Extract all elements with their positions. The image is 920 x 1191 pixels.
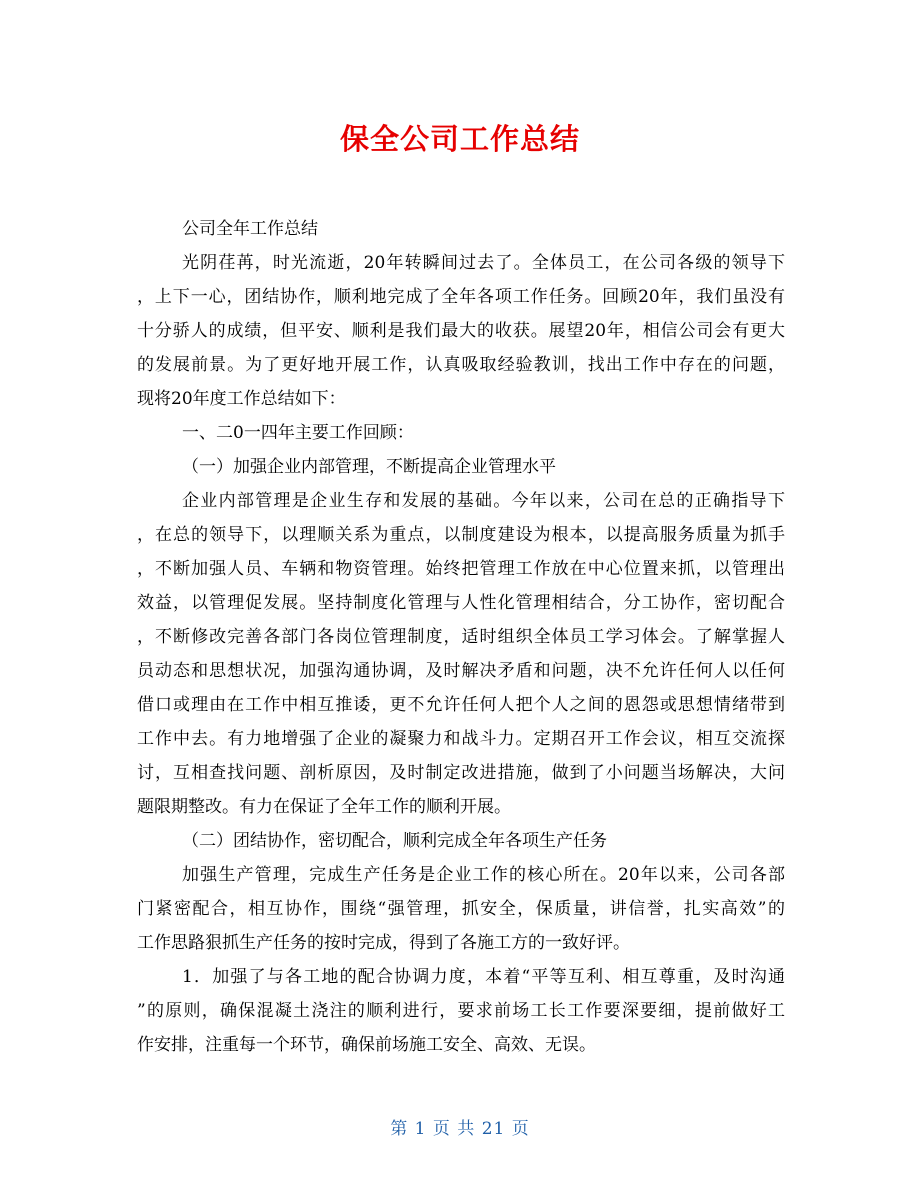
paragraph (137, 212, 785, 246)
paragraph-line: 员动态和思想状况，加强沟通协调，及时解决矛盾和问题，决不允许任何人以任何 (137, 661, 785, 681)
page-footer: 第 1 页 共 21 页 (390, 1119, 530, 1139)
paragraph (137, 484, 785, 824)
paragraph-line: 公司全年工作总结 (182, 219, 318, 239)
paragraph (137, 450, 785, 484)
document-body (137, 212, 785, 1062)
paragraph-line: 一、二0一四年主要工作回顾： (182, 423, 414, 443)
paragraph (137, 858, 785, 960)
paragraph-line: 效益，以管理促发展。坚持制度化管理与人性化管理相结合，分工协作，密切配合 (137, 593, 785, 613)
paragraph-line: 门紧密配合，相互协作，围绕“强管理，抓安全，保质量，讲信誉，扎实高效”的 (137, 899, 785, 919)
paragraph (137, 416, 785, 450)
paragraph-line: 借口或理由在工作中相互推诿，更不允许任何人把个人之间的恩怨或思想情绪带到 (137, 695, 785, 715)
paragraph-line: 光阴荏苒，时光流逝，20年转瞬间过去了。全体员工，在公司各级的领导下 (182, 253, 785, 273)
paragraph-line: 1．加强了与各工地的配合协调力度，本着“平等互利、相互尊重，及时沟通 (182, 967, 785, 987)
paragraph (137, 960, 785, 1062)
paragraph-line: ，不断加强人员、车辆和物资管理。始终把管理工作放在中心位置来抓，以管理出 (137, 559, 785, 579)
paragraph-line: 作安排，注重每一个环节，确保前场施工安全、高效、无误。 (137, 1035, 596, 1055)
document-title: 保全公司工作总结 (339, 122, 580, 156)
paragraph-line: 的发展前景。为了更好地开展工作，认真吸取经验教训，找出工作中存在的问题， (137, 355, 785, 375)
paragraph-line: 企业内部管理是企业生存和发展的基础。今年以来，公司在总的正确指导下 (182, 491, 785, 511)
paragraph-line: ，不断修改完善各部门各岗位管理制度，适时组织全体员工学习体会。了解掌握人 (137, 627, 785, 647)
paragraph-line: ，上下一心，团结协作，顺利地完成了全年各项工作任务。回顾20年，我们虽没有 (137, 287, 785, 307)
paragraph-line: （二）团结协作，密切配合，顺利完成全年各项生产任务 (182, 831, 607, 851)
paragraph-line: 工作中去。有力地增强了企业的凝聚力和战斗力。定期召开工作会议，相互交流探 (137, 729, 785, 749)
paragraph-line: 工作思路狠抓生产任务的按时完成，得到了各施工方的一致好评。 (137, 933, 630, 953)
paragraph-line: 讨，互相查找问题、剖析原因，及时制定改进措施，做到了小问题当场解决，大问 (137, 763, 785, 783)
paragraph (137, 246, 785, 416)
paragraph-line: 十分骄人的成绩，但平安、顺利是我们最大的收获。展望20年，相信公司会有更大 (137, 321, 785, 341)
paragraph-line: 题限期整改。有力在保证了全年工作的顺利开展。 (137, 797, 511, 817)
paragraph-line: 现将20年度工作总结如下： (137, 389, 346, 409)
paragraph (137, 824, 785, 858)
paragraph-line: （一）加强企业内部管理，不断提高企业管理水平 (182, 457, 556, 477)
paragraph-line: ，在总的领导下，以理顺关系为重点，以制度建设为根本，以提高服务质量为抓手 (137, 525, 785, 545)
paragraph-line: ”的原则，确保混凝土浇注的顺利进行，要求前场工长工作要深要细，提前做好工 (137, 1001, 785, 1021)
paragraph-line: 加强生产管理，完成生产任务是企业工作的核心所在。20年以来，公司各部 (182, 865, 785, 885)
